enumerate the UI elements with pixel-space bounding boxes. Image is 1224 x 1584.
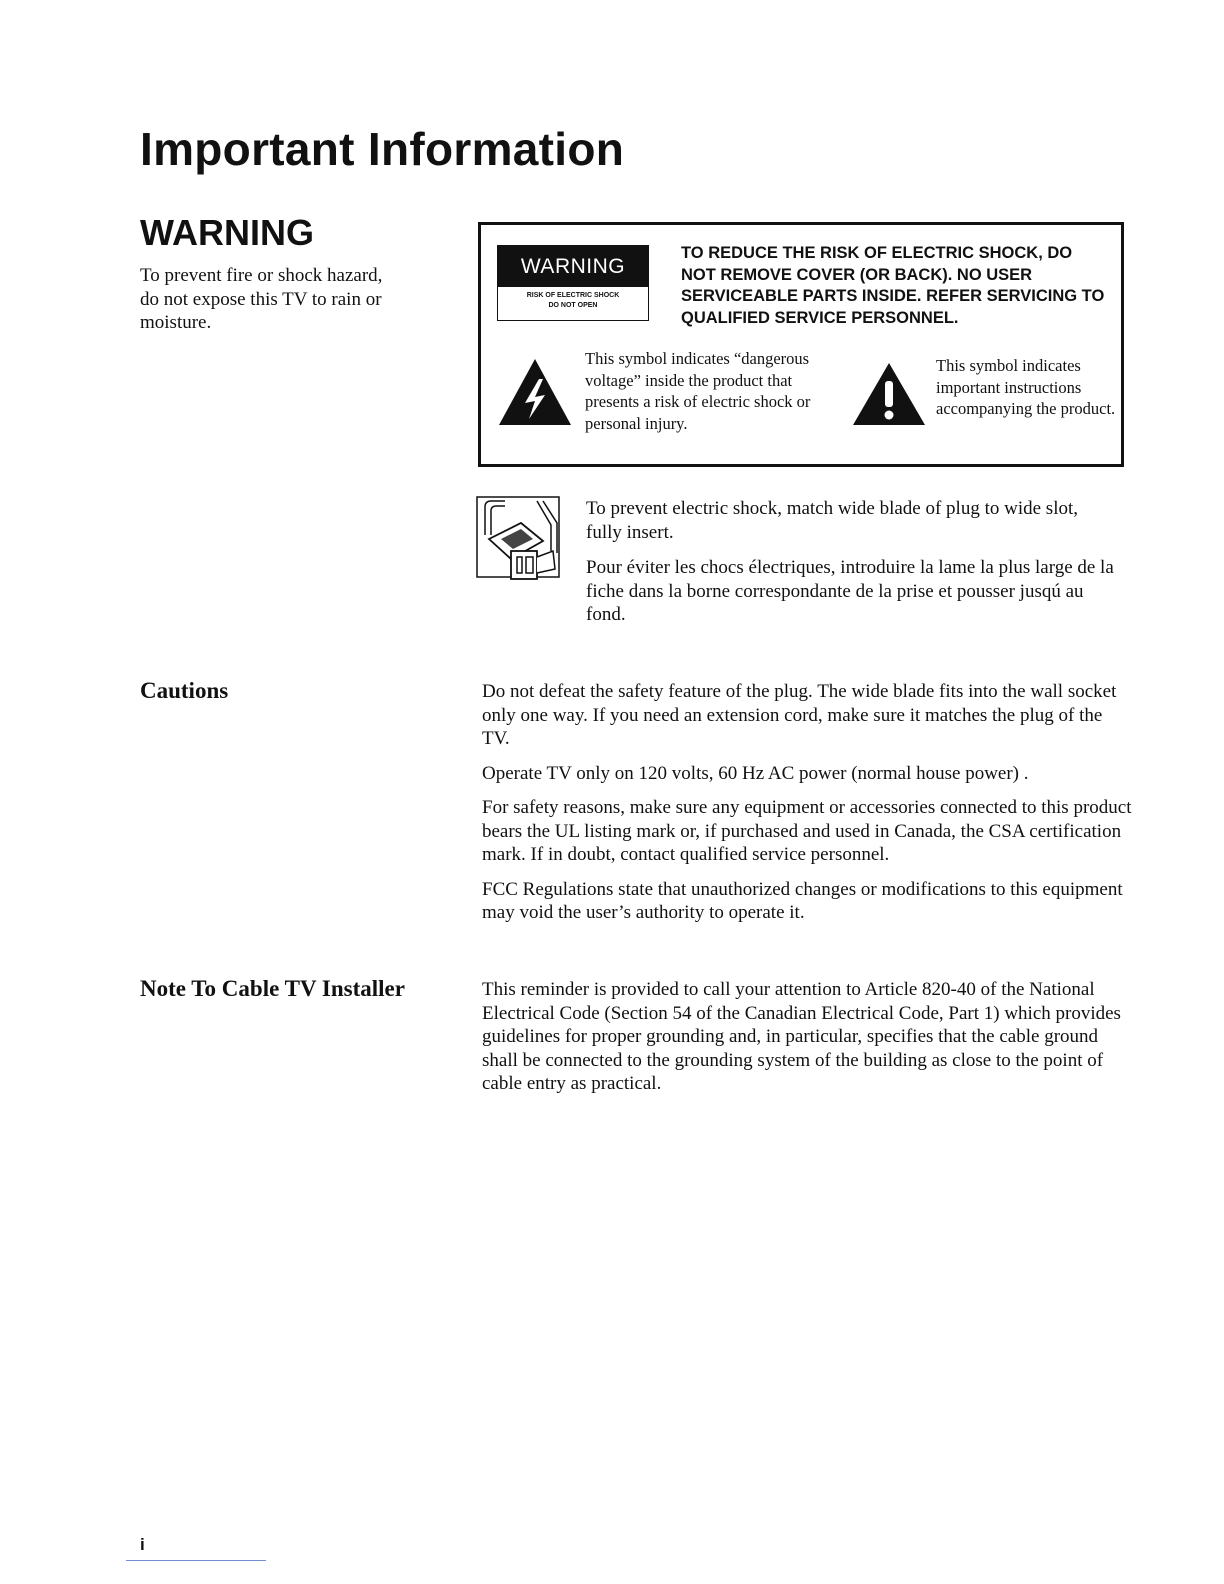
- page-title: Important Information: [140, 123, 625, 175]
- warning-label: [497, 245, 649, 321]
- warning-heading: WARNING: [140, 212, 314, 253]
- polarized-plug-icon: [475, 495, 571, 590]
- caution-paragraph: Do not defeat the safety feature of the plug. The wide blade fits into the wall socket only one way. If you need an extension cord, make sure it matches the plug of the TV.: [482, 681, 1117, 749]
- warning-label-sub-line2: DO NOT OPEN: [548, 302, 598, 309]
- plug-notice-english: To prevent electric shock, match wide blade of plug to wide slot, fully insert.: [586, 498, 1078, 543]
- warning-label-subtext: [498, 287, 648, 311]
- cable-installer-heading: Note To Cable TV Installer: [140, 976, 405, 1001]
- exclamation-triangle-icon: [851, 361, 927, 432]
- exclamation-symbol-text: This symbol indicates important instructions accompanying the product.: [936, 356, 1116, 418]
- warning-box: [478, 222, 1124, 467]
- bolt-symbol-text: This symbol indicates “dangerous voltage” inside the product that presents a risk of electric shock or personal injury.: [585, 349, 811, 433]
- caution-paragraph: For safety reasons, make sure any equipment or accessories connected to this product bears the UL listing mark or, if purchased and used in Canada, the CSA certification mark. If in doubt, contact qualified service personnel.: [482, 797, 1132, 865]
- warning-caps-text: TO REDUCE THE RISK OF ELECTRIC SHOCK, DO NOT REMOVE COVER (OR BACK). NO USER SERVICEABLE PARTS INSIDE. REFER SERVICING TO QUALIFIED SERVICE PERSONNEL.: [681, 244, 1105, 327]
- cautions-body: [482, 680, 1132, 936]
- caution-paragraph: Operate TV only on 120 volts, 60 Hz AC power (normal house power) .: [482, 762, 1029, 784]
- plug-notice-french: Pour éviter les chocs électriques, introduire la lame la plus large de la fiche dans la borne correspondante de la prise et pousser jusqú au fond.: [586, 557, 1114, 625]
- cautions-heading: Cautions: [140, 678, 229, 703]
- caution-paragraph: FCC Regulations state that unauthorized changes or modifications to this equipment may void the user’s authority to operate it.: [482, 878, 1123, 923]
- page-number: i: [140, 1535, 145, 1554]
- cable-installer-body: [482, 978, 1132, 1107]
- footer-rule: [126, 1560, 266, 1561]
- warning-label-sub-line1: RISK OF ELECTRIC SHOCK: [526, 292, 620, 299]
- cable-installer-paragraph: This reminder is provided to call your attention to Article 820-40 of the National Electrical Code (Section 54 of the Canadian Electrical Code, Part 1) which provides guidelines for proper grounding and, in particular, specifies that the cable ground shall be connected to the grounding system of the building as close to the point of cable entry as practical.: [482, 979, 1121, 1094]
- warning-label-banner: WARNING: [498, 246, 648, 287]
- lightning-triangle-icon: [497, 357, 573, 432]
- warning-text: To prevent fire or shock hazard, do not expose this TV to rain or moisture.: [140, 265, 383, 333]
